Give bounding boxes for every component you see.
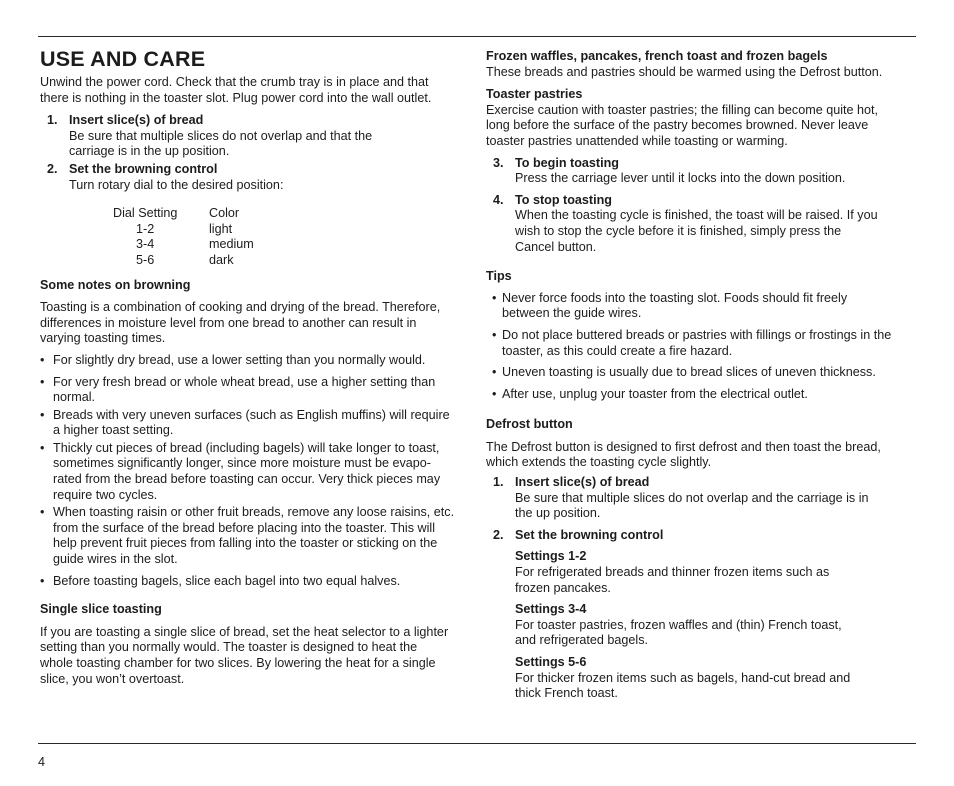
top-rule (38, 36, 916, 37)
paragraph-line: which extends the toasting cycle slightly. (486, 455, 712, 470)
bullet-glyph: • (40, 440, 45, 455)
browning-paragraph (40, 300, 470, 347)
paragraph-line: slice, you won’t overtoast. (40, 671, 185, 686)
paragraph-line: whole toasting chamber for two slices. By lowering the heat for a single (40, 656, 436, 670)
single-slice-heading: Single slice toasting (40, 602, 162, 617)
step-title: To begin toasting (515, 155, 620, 170)
dial-table-row (113, 222, 470, 238)
dial-table-row (113, 253, 470, 269)
paragraph-line: setting than you normally would. The toaster is designed to heat the (40, 640, 418, 655)
paragraph-line: toaster pastries unattended while toasting or warming. (486, 133, 788, 148)
list-item-line: normal. (53, 390, 95, 405)
step-line: Be sure that multiple slices do not overlap and the carriage is in (515, 490, 869, 505)
list-item (40, 375, 470, 406)
single-slice-paragraph (40, 625, 470, 687)
step-begin-toasting (486, 156, 918, 187)
paragraph-line: long before the surface of the pastry becomes browned. Never leave (486, 118, 869, 133)
paragraph-line: Exercise caution with toaster pastries; the filling can become quite hot, (486, 102, 879, 117)
intro-line: there is nothing in the toaster slot. Plug power cord into the wall outlet. (40, 90, 432, 105)
browning-notes-heading: Some notes on browning (40, 277, 191, 292)
step-number: 2. (493, 527, 504, 542)
step-line: When the toasting cycle is finished, the toast will be raised. If you (515, 208, 878, 223)
paragraph-line: differences in moisture level from one bread to another can result in (40, 315, 417, 330)
list-item-line: Breads with very uneven surfaces (such as English muffins) will require (53, 407, 450, 422)
setting-title: Settings 5-6 (515, 655, 587, 669)
list-item-line: When toasting raisin or other fruit breads, remove any loose raisins, etc. (53, 505, 455, 520)
setting-line: thick French toast. (515, 686, 618, 701)
list-item-line: a higher toast setting. (53, 423, 174, 438)
dial-setting-value: 3-4 (136, 237, 155, 252)
setting-title: Settings 1-2 (515, 549, 587, 564)
list-item (486, 328, 918, 359)
bottom-rule (38, 743, 916, 744)
right-column (486, 49, 918, 702)
setting-block (486, 655, 918, 702)
list-item (40, 408, 470, 439)
left-column (40, 46, 470, 687)
step-title: Insert slice(s) of bread (69, 113, 204, 128)
frozen-line: These breads and pastries should be warmed using the Defrost button. (486, 64, 883, 79)
setting-line: and refrigerated bagels. (515, 633, 649, 648)
frozen-heading: Frozen waffles, pancakes, french toast and frozen bagels (486, 49, 828, 63)
list-item-line: After use, unplug your toaster from the electrical outlet. (502, 386, 808, 401)
list-item-line: Uneven toasting is usually due to bread slices of uneven thickness. (502, 365, 876, 380)
paragraph-line: Toasting is a combination of cooking and drying of the bread. Therefore, (40, 300, 441, 315)
dial-table-row (113, 237, 470, 253)
list-item-line: For slightly dry bread, use a lower setting than you normally would. (53, 352, 426, 367)
step-title: To stop toasting (515, 192, 613, 207)
paragraph-line: varying toasting times. (40, 331, 166, 346)
paragraph-line: The Defrost button is designed to first defrost and then toast the bread, (486, 439, 881, 454)
step-line: wish to stop the cycle before it is finished, simply press the (515, 223, 842, 238)
dial-color-value: light (209, 221, 233, 236)
step-number: 2. (47, 161, 58, 176)
list-item-line: For very fresh bread or whole wheat bread, use a higher setting than (53, 374, 436, 389)
bullet-glyph: • (492, 365, 497, 380)
list-item-line: Before toasting bagels, slice each bagel into two equal halves. (53, 573, 401, 588)
intro-line: Unwind the power cord. Check that the crumb tray is in place and that (40, 75, 429, 89)
step-insert-slices (40, 113, 470, 160)
list-item-line: guide wires in the slot. (53, 552, 178, 567)
list-item-line: toaster, as this could create a fire hazard. (502, 343, 733, 358)
list-item-line: between the guide wires. (502, 306, 642, 321)
list-item (40, 353, 470, 369)
bullet-glyph: • (492, 386, 497, 401)
list-item-line: from the surface of the bread before placing into the toaster. This will (53, 520, 435, 535)
dial-color-value: dark (209, 252, 234, 267)
toaster-pastries-heading: Toaster pastries (486, 87, 583, 102)
dial-setting-table (113, 206, 470, 268)
list-item-line: require two cycles. (53, 487, 158, 502)
setting-block (486, 549, 918, 596)
dial-setting-value: 5-6 (136, 252, 155, 267)
step-defrost-browning (486, 528, 918, 544)
dial-header-color: Color (209, 206, 240, 221)
bullet-glyph: • (40, 352, 45, 367)
list-item (40, 574, 470, 590)
list-item-line: rated from the bread before toasting can occur. Very thick pieces may (53, 472, 441, 487)
page-number: 4 (38, 755, 46, 769)
bullet-glyph: • (492, 290, 497, 305)
step-browning-control (40, 162, 470, 193)
bullet-glyph: • (40, 374, 45, 389)
bullet-glyph: • (492, 327, 497, 342)
list-item (40, 505, 470, 567)
setting-title: Settings 3-4 (515, 602, 587, 617)
list-item-line: Thickly cut pieces of bread (including bagels) will take longer to toast, (53, 440, 440, 455)
setting-block (486, 602, 918, 649)
step-line: Turn rotary dial to the desired position: (69, 177, 284, 192)
step-line: carriage is in the up position. (69, 144, 230, 159)
list-item-line: Never force foods into the toasting slot. Foods should fit freely (502, 290, 848, 305)
step-stop-toasting (486, 193, 918, 255)
bullet-glyph: • (40, 573, 45, 588)
dial-header-setting: Dial Setting (113, 206, 178, 221)
tips-heading: Tips (486, 269, 512, 284)
paragraph-line: If you are toasting a single slice of bread, set the heat selector to a lighter (40, 624, 449, 639)
step-title: Insert slice(s) of bread (515, 475, 650, 490)
step-title: Set the browning control (515, 527, 664, 542)
step-line: the up position. (515, 506, 601, 521)
dial-setting-value: 1-2 (136, 221, 155, 236)
list-item-line: Do not place buttered breads or pastries with fillings or frostings in the (502, 327, 892, 342)
list-item (486, 365, 918, 381)
page-title: USE AND CARE (40, 47, 206, 71)
step-number: 4. (493, 192, 504, 207)
step-defrost-insert (486, 475, 918, 522)
bullet-glyph: • (40, 407, 45, 422)
bullet-glyph: • (40, 505, 45, 520)
setting-line: For toaster pastries, frozen waffles and (thin) French toast, (515, 617, 842, 632)
step-number: 1. (493, 475, 504, 490)
setting-line: For refrigerated breads and thinner frozen items such as (515, 565, 830, 580)
step-line: Press the carriage lever until it locks into the down position. (515, 171, 846, 186)
defrost-paragraph (486, 440, 918, 471)
list-item (486, 291, 918, 322)
step-number: 3. (493, 155, 504, 170)
step-title: Set the browning control (69, 161, 218, 176)
defrost-heading: Defrost button (486, 417, 573, 432)
setting-line: frozen pancakes. (515, 580, 611, 595)
step-line: Be sure that multiple slices do not overlap and that the (69, 128, 373, 143)
step-number: 1. (47, 113, 58, 128)
setting-line: For thicker frozen items such as bagels, hand-cut bread and (515, 670, 851, 685)
list-item (40, 441, 470, 503)
list-item-line: sometimes significantly longer, since more moisture must be evapo- (53, 456, 431, 471)
step-line: Cancel button. (515, 239, 597, 254)
list-item-line: help prevent fruit pieces from falling into the toaster or sticking on the (53, 536, 438, 551)
dial-color-value: medium (209, 237, 254, 252)
list-item (486, 387, 918, 403)
dial-table-header (113, 206, 470, 222)
